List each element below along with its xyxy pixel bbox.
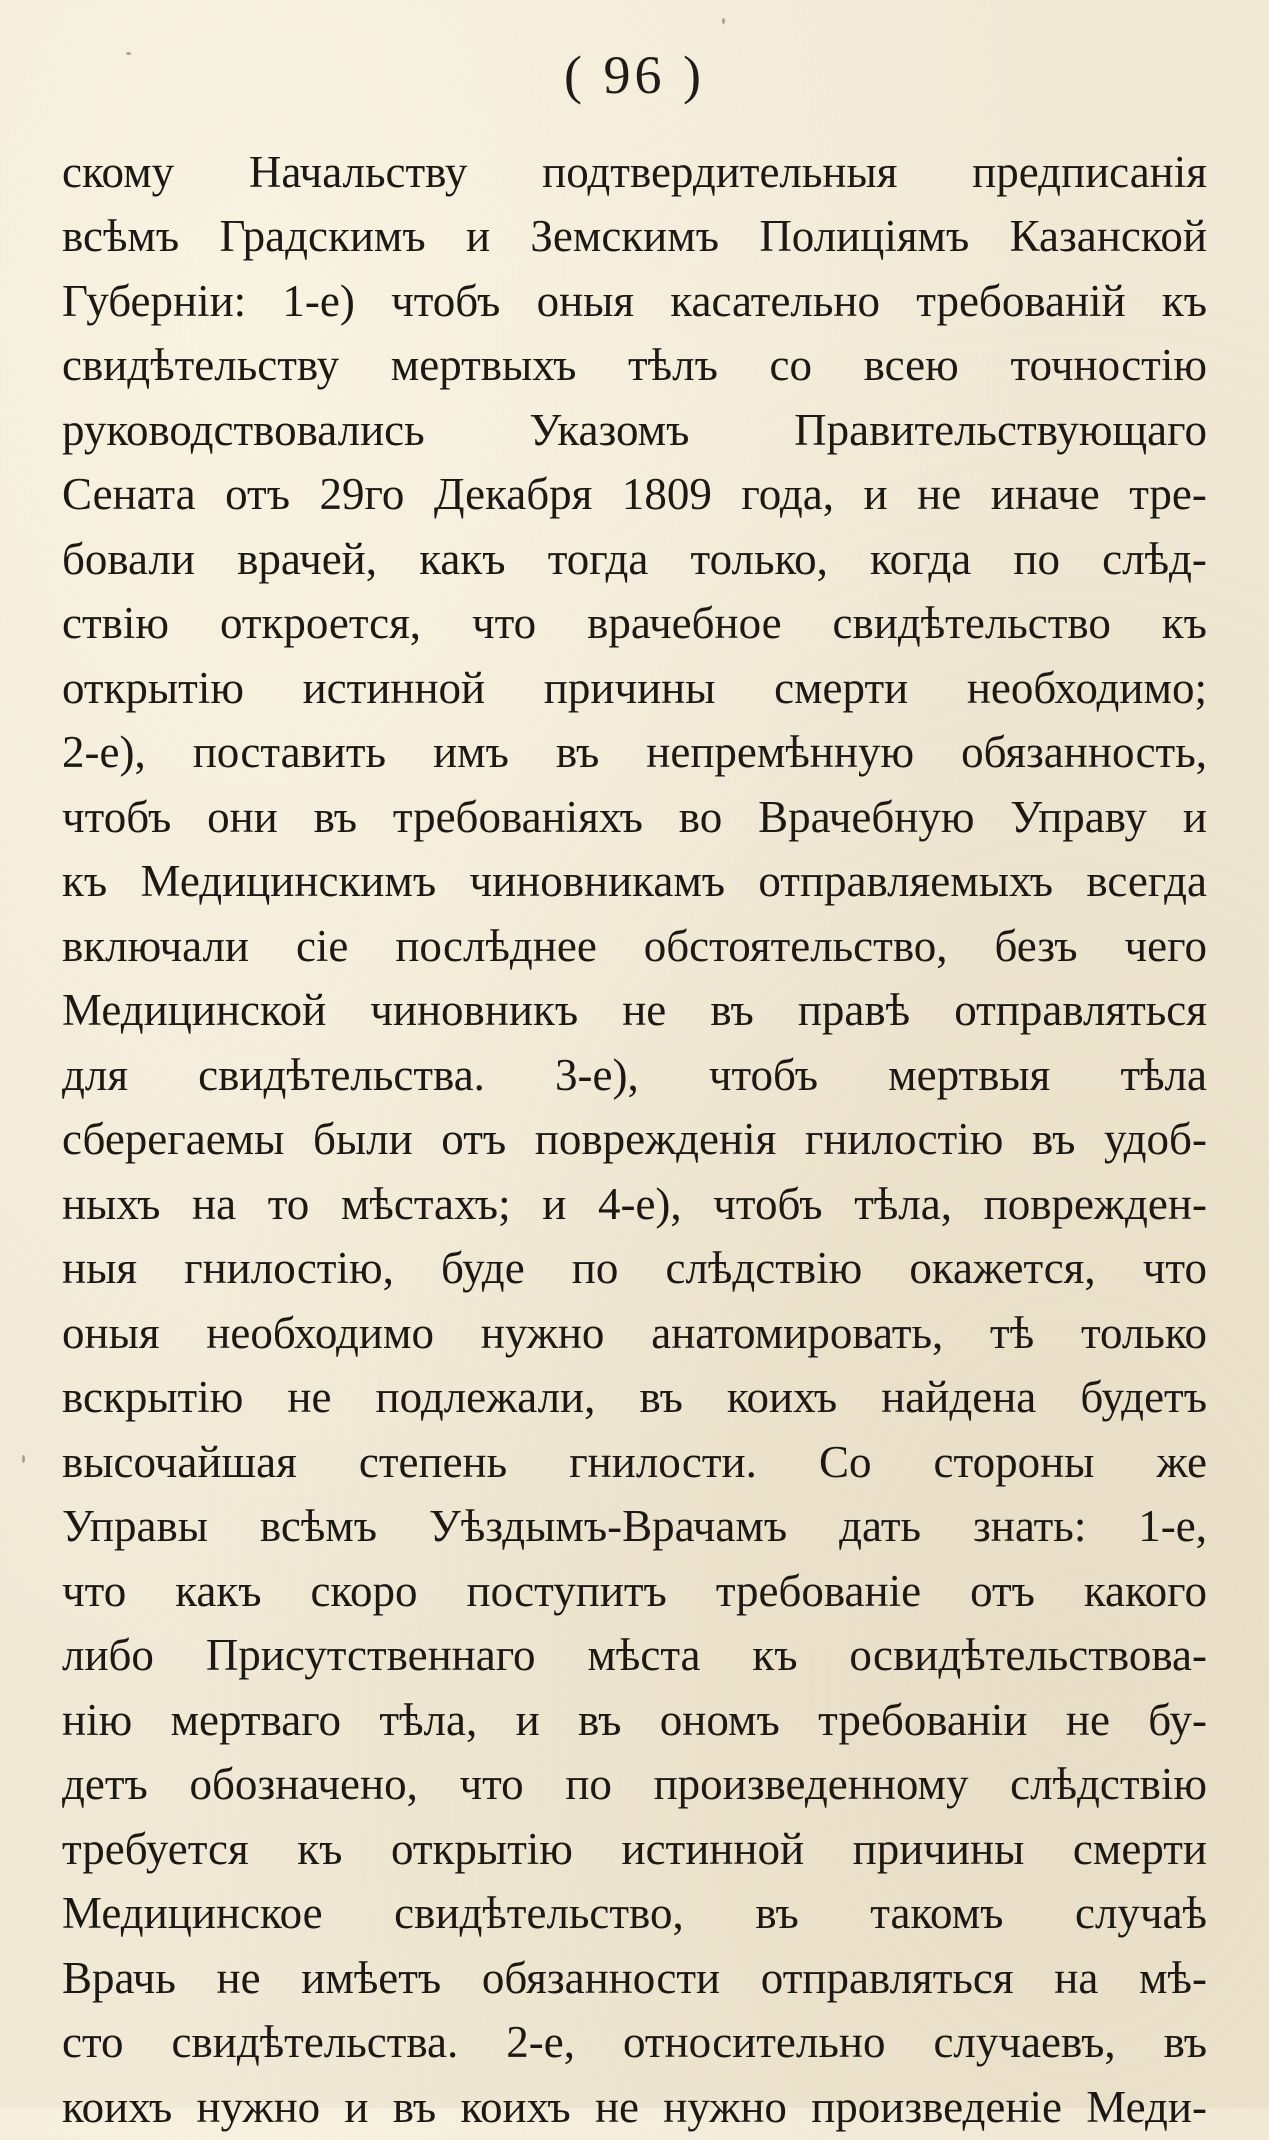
text-line: оныя необходимо нужно анатомировать, тѣ только [62,1307,1207,1358]
text-line: Управы всѣмъ Уѣздымъ-Врачамъ дать знать: 1-е, [62,1501,1207,1552]
text-line: руководствовались Указомъ Правительствующаго [62,404,1207,455]
paper-speck [722,18,725,24]
body-text [62,140,1207,2140]
text-line: Сената отъ 29го Декабря 1809 года, и не иначе тре- [62,469,1207,520]
text-line: скому Начальству подтвердительныя предписанія [62,146,1207,197]
text-line: ныя гнилостію, буде по слѣдствію окажется, что [62,1243,1207,1294]
text-line: нію мертваго тѣла, и въ ономъ требованіи не бу- [62,1694,1207,1745]
text-line: Медицинской чиновникъ не въ правѣ отправляться [62,985,1207,1036]
paper-speck [126,52,131,55]
text-line: всѣмъ Градскимъ и Земскимъ Полиціямъ Казанской [62,211,1207,262]
text-line: Губерніи: 1-е) чтобъ оныя касательно требованій къ [62,275,1207,326]
text-line: либо Присутственнаго мѣста къ освидѣтельствова- [62,1630,1207,1681]
text-line: ныхъ на то мѣстахъ; и 4-е), чтобъ тѣла, поврежден- [62,1178,1207,1229]
text-line: сберегаемы были отъ поврежденія гнилостію въ удоб- [62,1114,1207,1165]
text-line: чтобъ они въ требованіяхъ во Врачебную Управу и [62,791,1207,842]
page-number: ( 96 ) [564,45,705,105]
paper-speck [22,1455,25,1463]
text-line: открытію истинной причины смерти необходимо; [62,662,1207,713]
text-line: ствію откроется, что врачебное свидѣтельство къ [62,598,1207,649]
text-line: бовали врачей, какъ тогда только, когда по слѣд- [62,533,1207,584]
text-line: коихъ нужно и въ коихъ не нужно произведеніе Меди- [62,2081,1207,2132]
text-line: требуется къ открытію истинной причины смерти [62,1823,1207,1874]
text-line: высочайшая степень гнилости. Со стороны же [62,1436,1207,1487]
text-line: детъ обозначено, что по произведенному слѣдствію [62,1759,1207,1810]
text-line: Медицинское свидѣтельство, въ такомъ случаѣ [62,1888,1207,1939]
text-line: для свидѣтельства. 3-е), чтобъ мертвыя тѣла [62,1049,1207,1100]
text-line: включали сіе послѣднее обстоятельство, безъ чего [62,920,1207,971]
text-line: Врачь не имѣетъ обязанности отправляться на мѣ- [62,1952,1207,2003]
text-line: 2-е), поставить имъ въ непремѣнную обязанность, [62,727,1207,778]
text-line: вскрытію не подлежали, въ коихъ найдена будетъ [62,1372,1207,1423]
text-line: свидѣтельству мертвыхъ тѣлъ со всею точностію [62,340,1207,391]
text-line: къ Медицинскимъ чиновникамъ отправляемыхъ всегда [62,856,1207,907]
text-line: что какъ скоро поступитъ требованіе отъ какого [62,1565,1207,1616]
text-line: сто свидѣтельства. 2-е, относительно случаевъ, въ [62,2017,1207,2068]
